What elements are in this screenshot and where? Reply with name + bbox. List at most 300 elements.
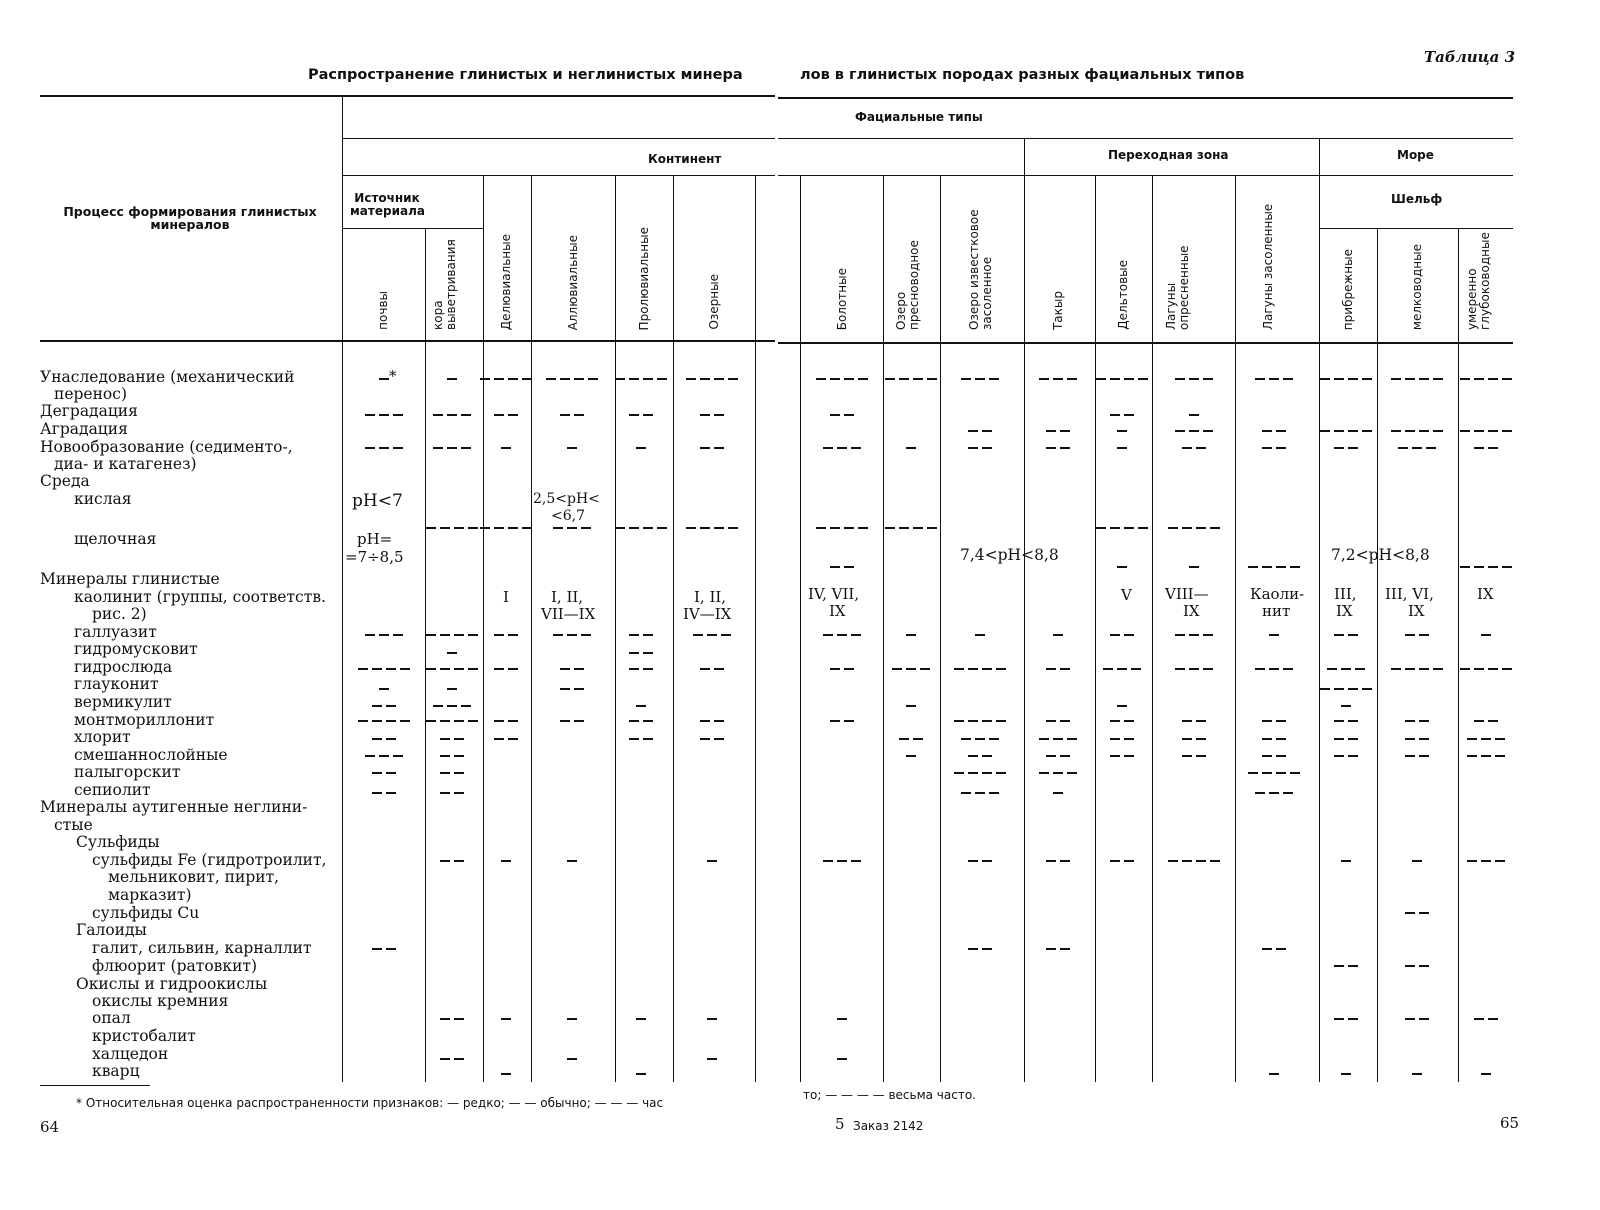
row-label: каолинит (группы, соответств. <box>74 588 326 606</box>
row-label: мельниковит, пирит, <box>108 868 280 886</box>
frequency-dash <box>567 1058 577 1060</box>
frequency-dash <box>508 720 518 722</box>
frequency-dash <box>1419 755 1429 757</box>
frequency-dash <box>1138 527 1148 529</box>
frequency-dash <box>1502 668 1512 670</box>
frequency-dash <box>714 527 724 529</box>
frequency-dash <box>1046 948 1056 950</box>
frequency-dash <box>1391 430 1401 432</box>
frequency-dash <box>372 668 382 670</box>
frequency-dash <box>1110 527 1120 529</box>
frequency-dash <box>982 755 992 757</box>
col-alluvial: Аллювиальные <box>566 234 580 330</box>
col-lagoon-fresh: Лагуны опресненные <box>1164 245 1191 330</box>
frequency-dash <box>1189 566 1199 568</box>
frequency-dash <box>1262 738 1272 740</box>
frequency-dash <box>1341 1073 1351 1075</box>
frequency-dash <box>454 738 464 740</box>
frequency-dash <box>1196 738 1206 740</box>
frequency-dash <box>1481 738 1491 740</box>
frequency-dash <box>1124 414 1134 416</box>
frequency-dash <box>426 668 436 670</box>
frequency-dash <box>714 378 724 380</box>
row-label: окислы кремния <box>92 992 229 1010</box>
frequency-dash <box>1488 447 1498 449</box>
frequency-dash <box>975 378 985 380</box>
frequency-dash <box>906 634 916 636</box>
frequency-dash <box>508 668 518 670</box>
frequency-dash <box>1348 720 1358 722</box>
frequency-dash <box>1283 378 1293 380</box>
row-label: Среда <box>40 472 90 490</box>
frequency-dash <box>454 755 464 757</box>
frequency-dash <box>1060 755 1070 757</box>
frequency-dash <box>1502 378 1512 380</box>
frequency-dash <box>968 772 978 774</box>
frequency-dash <box>1348 755 1358 757</box>
frequency-dash <box>1124 527 1134 529</box>
ph-soil: pH= <box>357 530 393 548</box>
frequency-dash <box>1269 1073 1279 1075</box>
frequency-dash <box>629 652 639 654</box>
frequency-dash <box>1046 668 1056 670</box>
frequency-dash <box>426 527 436 529</box>
frequency-dash <box>468 634 478 636</box>
frequency-dash <box>1262 755 1272 757</box>
frequency-dash <box>461 447 471 449</box>
frequency-dash <box>1419 912 1429 914</box>
row-label: сульфиды Cu <box>92 904 200 922</box>
ph-acid: pH<7 <box>352 491 403 511</box>
frequency-dash <box>982 668 992 670</box>
frequency-dash <box>567 527 577 529</box>
frequency-dash <box>700 668 710 670</box>
frequency-dash <box>1124 634 1134 636</box>
frequency-dash <box>1341 668 1351 670</box>
frequency-dash <box>1398 447 1408 449</box>
frequency-dash <box>982 447 992 449</box>
row-label: опал <box>92 1009 131 1027</box>
frequency-dash <box>1067 772 1077 774</box>
frequency-dash <box>1276 447 1286 449</box>
frequency-dash <box>1182 720 1192 722</box>
kaolinite-cell: IX <box>829 602 846 620</box>
frequency-dash <box>440 634 450 636</box>
frequency-dash <box>365 634 375 636</box>
frequency-dash <box>1481 1073 1491 1075</box>
frequency-dash <box>494 668 504 670</box>
frequency-dash <box>643 378 653 380</box>
frequency-dash <box>1290 566 1300 568</box>
row-label: марказит) <box>108 886 192 904</box>
frequency-dash <box>1405 755 1415 757</box>
frequency-dash <box>1460 668 1470 670</box>
row-label: сульфиды Fe (гидротроилит, <box>92 851 327 869</box>
frequency-dash <box>454 1058 464 1060</box>
frequency-dash <box>1327 668 1337 670</box>
frequency-dash <box>643 720 653 722</box>
frequency-dash <box>494 634 504 636</box>
frequency-dash <box>1405 1018 1415 1020</box>
frequency-dash <box>1341 860 1351 862</box>
kaolinite-cell: III, <box>1334 585 1357 603</box>
frequency-dash <box>851 447 861 449</box>
frequency-dash <box>1189 414 1199 416</box>
frequency-dash <box>433 414 443 416</box>
frequency-dash <box>1210 860 1220 862</box>
frequency-dash <box>454 527 464 529</box>
frequency-dash <box>885 527 895 529</box>
frequency-dash <box>1488 566 1498 568</box>
frequency-dash <box>501 1073 511 1075</box>
frequency-dash <box>968 447 978 449</box>
row-label: щелочная <box>74 530 157 548</box>
frequency-dash <box>968 860 978 862</box>
frequency-dash <box>1405 378 1415 380</box>
frequency-dash <box>522 378 532 380</box>
frequency-dash <box>858 527 868 529</box>
frequency-dash <box>629 527 639 529</box>
frequency-dash <box>400 668 410 670</box>
frequency-dash <box>560 414 570 416</box>
frequency-dash <box>1248 566 1258 568</box>
frequency-dash <box>574 688 584 690</box>
frequency-dash <box>1419 430 1429 432</box>
frequency-dash <box>643 738 653 740</box>
frequency-dash <box>372 948 382 950</box>
kaolinite-cell: V <box>1121 586 1132 604</box>
frequency-dash <box>636 1018 646 1020</box>
frequency-dash <box>1124 738 1134 740</box>
frequency-dash <box>1334 965 1344 967</box>
frequency-dash <box>906 447 916 449</box>
frequency-dash <box>1262 720 1272 722</box>
frequency-dash <box>714 447 724 449</box>
row-label: Унаследование (механический <box>40 368 295 386</box>
frequency-dash <box>1467 755 1477 757</box>
frequency-dash <box>1405 912 1415 914</box>
frequency-dash <box>982 720 992 722</box>
frequency-dash <box>508 738 518 740</box>
kaolinite-cell: IX <box>1336 602 1353 620</box>
frequency-dash <box>1196 755 1206 757</box>
frequency-dash <box>700 720 710 722</box>
col-lagoon-salt: Лагуны засоленные <box>1261 203 1275 330</box>
frequency-dash <box>1488 430 1498 432</box>
frequency-dash <box>1474 668 1484 670</box>
header-sea: Море <box>1397 148 1434 162</box>
frequency-dash <box>823 447 833 449</box>
frequency-dash <box>830 668 840 670</box>
frequency-dash <box>386 720 396 722</box>
frequency-dash <box>1039 772 1049 774</box>
frequency-dash <box>440 1018 450 1020</box>
frequency-dash <box>1488 1018 1498 1020</box>
frequency-dash <box>1474 720 1484 722</box>
frequency-dash <box>440 720 450 722</box>
frequency-dash <box>454 720 464 722</box>
frequency-dash <box>982 948 992 950</box>
frequency-dash <box>567 860 577 862</box>
frequency-dash <box>1419 668 1429 670</box>
frequency-dash <box>1334 430 1344 432</box>
frequency-dash <box>1405 430 1415 432</box>
frequency-dash <box>1175 634 1185 636</box>
row-label: хлорит <box>74 728 131 746</box>
frequency-dash <box>1262 772 1272 774</box>
frequency-dash <box>1419 738 1429 740</box>
frequency-dash <box>1175 378 1185 380</box>
frequency-dash <box>440 772 450 774</box>
frequency-dash <box>629 720 639 722</box>
row-label: диа- и катагенез) <box>54 455 197 473</box>
frequency-dash <box>1060 860 1070 862</box>
frequency-dash <box>379 378 389 380</box>
frequency-dash <box>508 414 518 416</box>
frequency-dash <box>1067 378 1077 380</box>
frequency-dash <box>1276 720 1286 722</box>
frequency-dash <box>968 755 978 757</box>
frequency-dash <box>1210 527 1220 529</box>
frequency-dash <box>1138 378 1148 380</box>
frequency-dash <box>1433 668 1443 670</box>
ph-sea: 7,2<pH<8,8 <box>1331 546 1430 564</box>
frequency-dash <box>1117 705 1127 707</box>
frequency-dash <box>851 634 861 636</box>
frequency-dash <box>686 378 696 380</box>
frequency-dash <box>844 527 854 529</box>
frequency-dash <box>1467 860 1477 862</box>
frequency-dash <box>707 634 717 636</box>
header-shelf: Шельф <box>1391 192 1443 206</box>
frequency-dash <box>899 527 909 529</box>
frequency-dash <box>1046 720 1056 722</box>
frequency-dash <box>975 634 985 636</box>
kaolinite-cell: IX <box>1408 602 1425 620</box>
frequency-dash <box>700 414 710 416</box>
frequency-dash <box>1196 860 1206 862</box>
frequency-dash <box>700 738 710 740</box>
frequency-dash <box>553 634 563 636</box>
row-label: Окислы и гидроокислы <box>76 975 268 993</box>
frequency-dash <box>1039 378 1049 380</box>
frequency-dash <box>461 705 471 707</box>
kaolinite-cell: I, II, <box>694 588 727 606</box>
frequency-dash <box>1110 378 1120 380</box>
frequency-dash <box>1117 447 1127 449</box>
row-label: Галоиды <box>76 921 147 939</box>
frequency-dash <box>1103 668 1113 670</box>
row-label: гидрослюда <box>74 658 173 676</box>
frequency-dash <box>830 527 840 529</box>
frequency-dash <box>1348 378 1358 380</box>
order-number: 5 <box>835 1115 845 1133</box>
frequency-dash <box>574 668 584 670</box>
frequency-dash <box>1262 948 1272 950</box>
frequency-dash <box>1182 860 1192 862</box>
row-label: Минералы аутигенные неглини- <box>40 798 308 816</box>
frequency-dash <box>581 634 591 636</box>
frequency-dash <box>480 527 490 529</box>
frequency-dash <box>1053 792 1063 794</box>
frequency-dash <box>365 447 375 449</box>
frequency-dash <box>1189 430 1199 432</box>
frequency-dash <box>379 755 389 757</box>
frequency-dash <box>657 527 667 529</box>
row-label: вермикулит <box>74 693 172 711</box>
frequency-dash <box>1110 720 1120 722</box>
row-label: рис. 2) <box>92 605 147 623</box>
frequency-dash <box>1460 430 1470 432</box>
frequency-dash <box>615 527 625 529</box>
page-number-left: 64 <box>40 1118 60 1136</box>
frequency-dash <box>830 378 840 380</box>
frequency-dash <box>1096 378 1106 380</box>
frequency-dash <box>837 447 847 449</box>
frequency-dash <box>1412 860 1422 862</box>
frequency-dash <box>913 527 923 529</box>
frequency-dash <box>1131 668 1141 670</box>
frequency-dash <box>1046 430 1056 432</box>
frequency-dash <box>1334 738 1344 740</box>
frequency-dash <box>379 634 389 636</box>
frequency-dash <box>982 430 992 432</box>
frequency-dash <box>447 688 457 690</box>
star-mark: * <box>389 367 397 385</box>
frequency-dash <box>700 447 710 449</box>
frequency-dash <box>714 414 724 416</box>
frequency-dash <box>1348 447 1358 449</box>
frequency-dash <box>1110 634 1120 636</box>
frequency-dash <box>996 772 1006 774</box>
frequency-dash <box>851 860 861 862</box>
row-label: Новообразование (седименто-, <box>40 438 293 456</box>
frequency-dash <box>358 668 368 670</box>
frequency-dash <box>830 720 840 722</box>
frequency-dash <box>400 720 410 722</box>
frequency-dash <box>1502 430 1512 432</box>
frequency-dash <box>546 378 556 380</box>
page-number-right: 65 <box>1500 1114 1520 1132</box>
col-lake: Озерные <box>707 274 721 330</box>
frequency-dash <box>1419 965 1429 967</box>
frequency-dash <box>989 792 999 794</box>
frequency-dash <box>636 1073 646 1075</box>
kaolinite-cell: III, VI, <box>1385 585 1434 603</box>
frequency-dash <box>494 720 504 722</box>
frequency-dash <box>386 705 396 707</box>
frequency-dash <box>494 378 504 380</box>
frequency-dash <box>1460 566 1470 568</box>
frequency-dash <box>1117 430 1127 432</box>
frequency-dash <box>913 738 923 740</box>
frequency-dash <box>1203 378 1213 380</box>
row-label: галит, сильвин, карналлит <box>92 939 312 957</box>
frequency-dash <box>1060 948 1070 950</box>
kaolinite-cell: I <box>503 588 509 606</box>
frequency-dash <box>1419 720 1429 722</box>
frequency-dash <box>447 705 457 707</box>
frequency-dash <box>643 668 653 670</box>
frequency-dash <box>454 1018 464 1020</box>
frequency-dash <box>1269 634 1279 636</box>
kaolinite-cell: IX <box>1183 602 1200 620</box>
frequency-dash <box>480 378 490 380</box>
frequency-dash <box>954 720 964 722</box>
col-soils: почвы <box>376 291 390 330</box>
frequency-dash <box>1348 688 1358 690</box>
frequency-dash <box>714 668 724 670</box>
frequency-dash <box>1348 1018 1358 1020</box>
frequency-dash <box>447 652 457 654</box>
frequency-dash <box>700 378 710 380</box>
frequency-dash <box>1168 860 1178 862</box>
col-deluvial: Делювиальные <box>499 233 513 330</box>
frequency-dash <box>1255 792 1265 794</box>
frequency-dash <box>721 634 731 636</box>
frequency-dash <box>989 738 999 740</box>
frequency-dash <box>1039 738 1049 740</box>
frequency-dash <box>1124 378 1134 380</box>
frequency-dash <box>567 447 577 449</box>
frequency-dash <box>358 720 368 722</box>
frequency-dash <box>858 378 868 380</box>
ph-soil: =7÷8,5 <box>345 548 404 566</box>
frequency-dash <box>433 447 443 449</box>
frequency-dash <box>686 527 696 529</box>
kaolinite-cell: Каоли- <box>1250 585 1305 603</box>
frequency-dash <box>372 738 382 740</box>
frequency-dash <box>982 772 992 774</box>
frequency-dash <box>1262 566 1272 568</box>
frequency-dash <box>1189 634 1199 636</box>
frequency-dash <box>386 792 396 794</box>
col-fresh-lake: Озеро пресноводное <box>894 240 921 330</box>
frequency-dash <box>1334 1018 1344 1020</box>
frequency-dash <box>372 772 382 774</box>
frequency-dash <box>508 527 518 529</box>
frequency-dash <box>1341 705 1351 707</box>
frequency-dash <box>426 720 436 722</box>
frequency-dash <box>961 738 971 740</box>
frequency-dash <box>899 738 909 740</box>
frequency-dash <box>1189 668 1199 670</box>
frequency-dash <box>1467 738 1477 740</box>
frequency-dash <box>1433 378 1443 380</box>
frequency-dash <box>1488 720 1498 722</box>
frequency-dash <box>1124 720 1134 722</box>
frequency-dash <box>1053 772 1063 774</box>
col-coastal: прибрежные <box>1341 248 1355 330</box>
frequency-dash <box>1276 948 1286 950</box>
frequency-dash <box>629 668 639 670</box>
frequency-dash <box>393 414 403 416</box>
frequency-dash <box>1348 430 1358 432</box>
footnote-left: * Относительная оценка распространенности признаков: — редко; — — обычно; — — — час <box>76 1096 664 1110</box>
frequency-dash <box>1053 378 1063 380</box>
frequency-dash <box>1488 668 1498 670</box>
frequency-dash <box>1175 430 1185 432</box>
row-label: кварц <box>92 1062 140 1080</box>
frequency-dash <box>379 414 389 416</box>
frequency-dash <box>1405 738 1415 740</box>
frequency-dash <box>1405 634 1415 636</box>
frequency-dash <box>440 860 450 862</box>
frequency-dash <box>1391 378 1401 380</box>
col-deep: умеренно глубоководные <box>1465 232 1492 330</box>
frequency-dash <box>837 1058 847 1060</box>
frequency-dash <box>1182 755 1192 757</box>
